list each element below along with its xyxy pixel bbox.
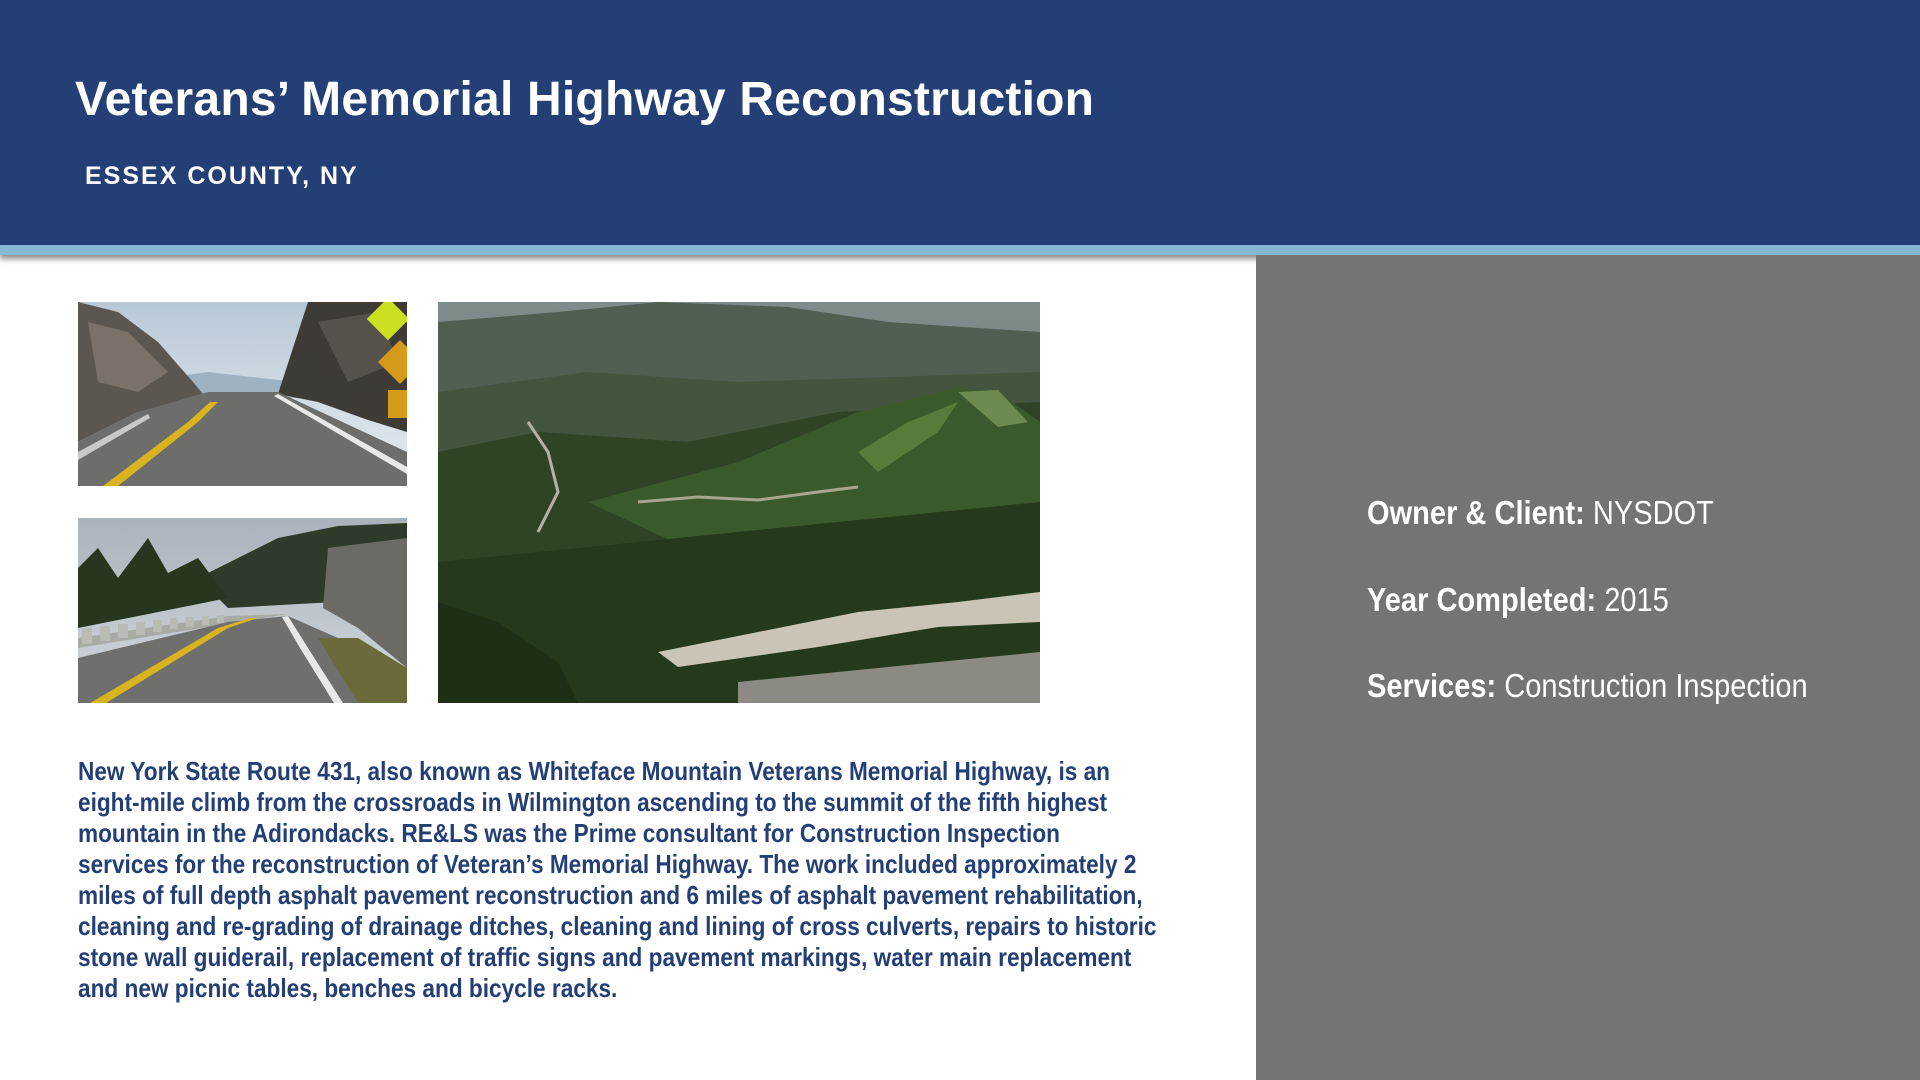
owner-client-row: [1367, 494, 1714, 532]
services-row: [1367, 667, 1808, 705]
services-label: Services:: [1367, 667, 1505, 704]
accent-divider: [0, 245, 1920, 255]
road-with-stone-guiderail-photo: [78, 518, 407, 703]
page-title: Veterans’ Memorial Highway Reconstruction: [75, 73, 1095, 126]
location-subtitle: ESSEX COUNTY, NY: [85, 162, 359, 190]
year-completed-row: [1367, 581, 1669, 619]
services-value: Construction Inspection: [1504, 667, 1808, 704]
header-banner: [0, 0, 1920, 245]
project-description: New York State Route 431, also known as Whiteface Mountain Veterans Memorial Highway, is an eight-mile climb from the crossroads in Wilmington ascending to the summit of the fifth highest mountain in the Adirondacks. RE&LS was the Prime consultant for Construction Inspection services for the reconstruction of Veteran’s Memorial Highway. The work included approximately 2 miles of full depth asphalt pavement reconstruction and 6 miles of asphalt pavement rehabilitation, cleaning and re-grading of drainage ditches, cleaning and lining of cross culverts, repairs to historic stone wall guiderail, replacement of traffic signs and pavement markings, water main replacement and new picnic tables, benches and bicycle racks.: [78, 756, 1157, 1003]
year-completed-value: 2015: [1604, 581, 1669, 618]
road-with-rock-cut-photo: [78, 302, 407, 486]
owner-client-label: Owner & Client:: [1367, 494, 1593, 531]
owner-client-value: NYSDOT: [1592, 494, 1714, 531]
year-completed-label: Year Completed:: [1367, 581, 1605, 618]
mountain-valley-aerial-photo: [438, 302, 1040, 703]
